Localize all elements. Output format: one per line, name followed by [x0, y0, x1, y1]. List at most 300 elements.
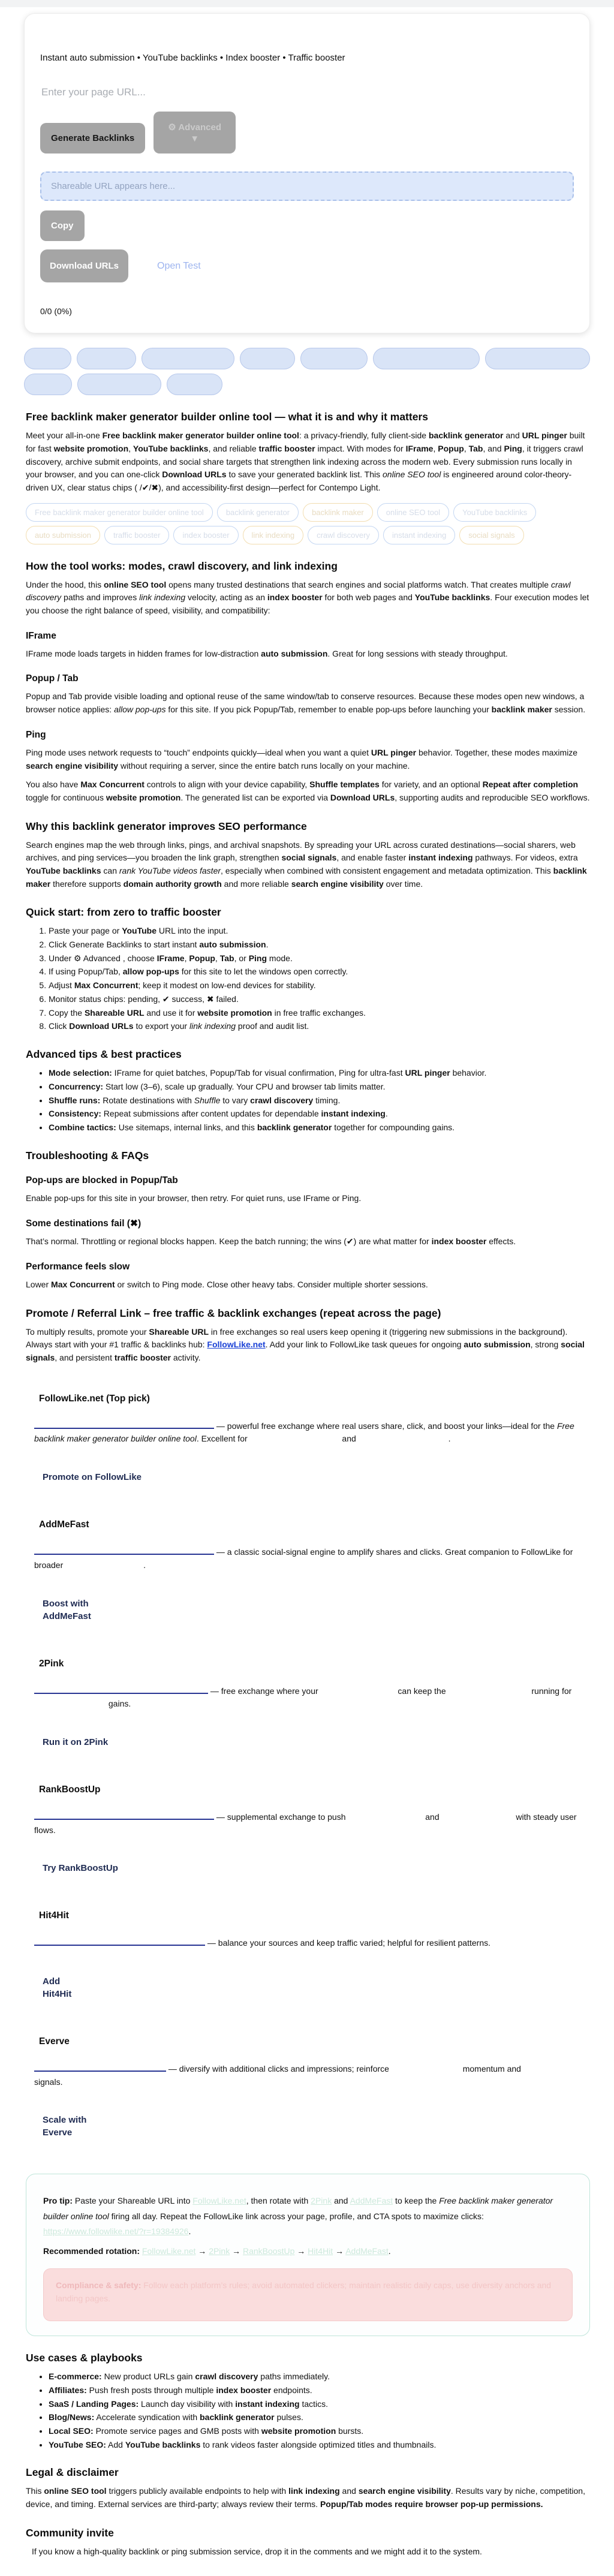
text-run: Shuffle templates	[309, 780, 380, 790]
text-run: signals.	[34, 2077, 63, 2087]
max-concurrent-paragraph	[26, 778, 590, 804]
text-run: Tab	[219, 953, 234, 963]
intro-paragraph	[26, 429, 590, 494]
text-run: and	[339, 1434, 359, 1444]
2pink-ghost-link-2[interactable]	[449, 1688, 529, 1694]
text-run: backlink generator	[428, 431, 504, 441]
text-run: and use it for	[144, 1007, 198, 1018]
heading-followlike: FollowLike.net (Top pick)	[39, 1393, 150, 1404]
text-run: . Four execution modes let you choose the right balance of speed, visibility, and compatibility:	[26, 592, 589, 616]
followlike-ghost-link-2[interactable]	[359, 1436, 449, 1442]
list-item	[49, 925, 590, 937]
text-run: Shuffle	[194, 1095, 221, 1105]
hero-tagline: Instant auto submission • YouTube backlinks • Index booster • Traffic booster	[40, 53, 345, 63]
2pink-blank-link[interactable]	[34, 1686, 208, 1694]
text-run: URL into the input.	[156, 926, 228, 936]
rotation-rankboostup-link[interactable]: RankBoostUp	[243, 2246, 295, 2256]
list-item	[49, 2439, 590, 2451]
everve-paragraph	[34, 2063, 590, 2089]
list-item	[49, 2398, 590, 2411]
heading-community: Community invite	[26, 2526, 114, 2539]
text-run: pulses.	[274, 2412, 303, 2422]
followlike-net-link[interactable]: FollowLike.net	[207, 1340, 266, 1350]
text-run: — supplemental exchange to push	[214, 1811, 348, 1822]
rankboostup-ghost-link-1[interactable]	[348, 1814, 423, 1820]
text-run: URL pinger	[371, 747, 417, 757]
text-run: Download URLs	[330, 792, 395, 802]
progress-counter: 0/0 (0%)	[40, 306, 72, 317]
text-run: with steady user flows.	[34, 1811, 577, 1835]
text-run: Ping	[504, 443, 522, 453]
heading-how-it-works: How the tool works: modes, crawl discovery, and link indexing	[26, 559, 338, 572]
download-urls-button[interactable]: Download URLs	[40, 249, 128, 282]
scale-everve-button[interactable]: Scale with Everve	[43, 2115, 87, 2138]
text-run: website promotion	[197, 1007, 272, 1018]
text-run: Accelerate syndication with	[94, 2412, 200, 2422]
chevron-down-icon: ▼	[190, 133, 200, 144]
text-run: in free exchanges so real users keep opening it (triggering new submissions in the background). Always start with your #1 traffic & backlinks hub:	[26, 1326, 568, 1350]
text-run: That’s normal. Throttling or regional blocks happen. Keep the batch running; the wins (✔) are what matter for	[26, 1236, 432, 1247]
pro-tip-line	[43, 2193, 573, 2239]
text-run: to keep the	[393, 2196, 440, 2206]
text-run: You also have	[26, 780, 81, 790]
text-run: — free exchange where your	[208, 1686, 321, 1696]
mode-pills	[24, 348, 590, 395]
followlike-blank-link[interactable]	[34, 1421, 214, 1429]
text-run: index booster	[216, 2385, 272, 2395]
text-run: . Great for long sessions with steady throughput.	[327, 648, 508, 658]
text-run: firing all day. Repeat the FollowLike link across your page, profile, and CTA spots to maximize clicks:	[109, 2211, 484, 2221]
text-run: — diversify with additional clicks and impressions; reinforce	[166, 2063, 392, 2074]
why-improves-paragraph	[26, 839, 590, 891]
rotation-followlike-link[interactable]: FollowLike.net	[142, 2246, 196, 2256]
rotation-2pink-link[interactable]: 2Pink	[209, 2246, 230, 2256]
text-run: and more reliable	[221, 878, 291, 889]
text-run: link indexing	[189, 1021, 236, 1031]
text-run: for variety, and an optional	[379, 780, 483, 790]
keyword-chip: instant indexing	[383, 526, 455, 544]
text-run: index booster	[267, 592, 323, 603]
heading-addmefast: AddMeFast	[39, 1519, 89, 1530]
text-run: →	[230, 2246, 243, 2256]
text-run: effects.	[486, 1236, 516, 1247]
text-run: online SEO tool	[44, 2486, 107, 2496]
text-run: →	[294, 2246, 308, 2256]
article	[26, 411, 590, 2558]
mode-pill[interactable]	[77, 374, 161, 395]
text-run: If you know a high-quality backlink or ping submission service, drop it in the comments and we might add it to the system.	[32, 2546, 482, 2556]
text-run: IFrame	[405, 443, 434, 453]
text-run: session.	[552, 705, 586, 715]
open-test-link[interactable]: Open Test	[157, 260, 201, 271]
text-run: social signals	[26, 1340, 585, 1363]
text-run: therefore supports	[50, 878, 124, 889]
text-run: to save your generated backlink list. This	[226, 470, 383, 480]
text-run: Combine tactics:	[49, 1122, 116, 1132]
everve-ghost-link-2[interactable]	[523, 2066, 571, 2072]
text-run: Adjust	[49, 980, 74, 991]
protip-2pink-link[interactable]: 2Pink	[311, 2196, 332, 2206]
text-run: , and persistent	[55, 1353, 115, 1363]
list-item	[49, 2411, 590, 2424]
advanced-label: Advanced	[178, 122, 222, 133]
text-run: Free backlink maker generator builder online tool	[43, 2196, 553, 2221]
text-run: is engineered around color-theory-driven UX, clear status chips ( /✔/✖), and accessibility-first design—perfect for Contempo Light.	[26, 470, 572, 492]
mode-pill[interactable]	[373, 348, 480, 369]
list-item	[49, 1067, 590, 1079]
text-run: Paste your page or	[49, 926, 122, 936]
advanced-button-label	[168, 122, 221, 133]
text-run: website promotion	[53, 443, 129, 453]
mode-pill[interactable]	[167, 374, 222, 395]
text-run: built for fast	[26, 431, 585, 453]
hit4hit-blank-link[interactable]	[34, 1937, 205, 1946]
generate-backlinks-button[interactable]: Generate Backlinks	[40, 123, 145, 154]
text-run: URL pinger	[522, 431, 567, 441]
heading-troubleshooting: Troubleshooting & FAQs	[26, 1149, 149, 1161]
text-run: backlink generator	[257, 1122, 332, 1132]
text-run: →	[195, 2246, 209, 2256]
text-run: ; keep it modest on low-end devices for stability.	[138, 980, 316, 991]
heading-performance-slow: Performance feels slow	[26, 1262, 130, 1272]
text-run: YouTube backlinks	[414, 592, 490, 603]
text-run: , especially when combined with consistent engagement and metadata optimization. This	[221, 865, 553, 875]
top-band	[0, 0, 614, 7]
heading-popups-blocked: Pop-ups are blocked in Popup/Tab	[26, 1175, 178, 1185]
text-run: endpoints.	[271, 2385, 312, 2395]
heading-quick-start: Quick start: from zero to traffic booster	[26, 906, 221, 919]
text-run: controls to align with your device capability,	[144, 780, 310, 790]
keyword-chip: social signals	[459, 526, 523, 544]
list-item	[49, 1081, 590, 1093]
run-2pink-button[interactable]: Run it on 2Pink	[43, 1737, 109, 1747]
iframe-paragraph	[26, 648, 590, 661]
text-run: Copy the	[49, 1007, 85, 1018]
community-paragraph	[32, 2545, 590, 2559]
rotation-addmefast-link[interactable]: AddMeFast	[345, 2246, 389, 2256]
2pink-ghost-link-3[interactable]	[34, 1701, 106, 1707]
popups-blocked-paragraph	[26, 1192, 590, 1205]
keyword-chip: traffic booster	[104, 526, 170, 544]
text-run: crawl discovery	[195, 2372, 258, 2382]
text-run: Popup and Tab provide visible loading and optional reuse of the same window/tab to conserve resources. Because these modes open new windows, a browser notice applies:	[26, 691, 585, 715]
text-run: Compliance & safety:	[56, 2280, 142, 2291]
list-item	[49, 979, 590, 992]
text-run: opens many trusted destinations that search engines and social platforms watch. That creates multiple	[166, 579, 551, 589]
text-run: search engine visibility	[291, 878, 384, 889]
text-run: New product URLs gain	[101, 2372, 195, 2382]
hit4hit-paragraph	[34, 1937, 590, 1950]
text-run: Enable pop-ups for this site in your browser, then retry. For quiet runs, use IFrame or Ping.	[26, 1193, 362, 1203]
text-run: auto submission	[199, 940, 266, 950]
mode-pill[interactable]	[485, 348, 590, 369]
text-run: . Results vary by niche, competition, device, and timing. External services are third-party; always review their terms.	[26, 2486, 585, 2509]
text-run: rank YouTube videos faster	[119, 865, 221, 875]
everve-ghost-link-1[interactable]	[392, 2066, 460, 2072]
text-run: velocity, acting as an	[185, 592, 267, 603]
list-item	[49, 938, 590, 951]
text-run: crawl discovery	[250, 1095, 314, 1105]
text-run: Search engines map the web through links, pings, and archival snapshots. By spreading your URL across curated destinations—social sharers, web archives, and ping services—you broaden the link graph, strengthen	[26, 839, 576, 863]
text-run: Local SEO:	[49, 2425, 94, 2436]
heading-popup-tab: Popup / Tab	[26, 673, 79, 684]
mode-pill[interactable]	[240, 348, 295, 369]
text-run: Click	[49, 1021, 70, 1031]
copy-row	[40, 210, 574, 241]
performance-slow-paragraph	[26, 1278, 590, 1292]
text-run: pathways. For videos, extra	[472, 853, 578, 863]
text-run: Blog/News:	[49, 2412, 95, 2422]
list-item	[49, 993, 590, 1006]
heading-destinations-fail: Some destinations fail (✖)	[26, 1218, 142, 1229]
text-run: E-commerce:	[49, 2372, 102, 2382]
rankboostup-paragraph	[34, 1811, 590, 1837]
advanced-button[interactable]	[154, 112, 236, 154]
text-run: Affiliates:	[49, 2385, 87, 2395]
text-run: link indexing	[288, 2486, 340, 2496]
text-run: , strong	[530, 1340, 561, 1350]
try-rankboostup-button[interactable]: Try RankBoostUp	[43, 1863, 118, 1874]
rotation-hit4hit-link[interactable]: Hit4Hit	[308, 2246, 333, 2256]
text-run: Promote service pages and GMB posts with	[93, 2425, 261, 2436]
ping-paragraph	[26, 747, 590, 772]
rankboostup-ghost-link-2[interactable]	[442, 1814, 514, 1820]
text-run: YouTube backlinks	[125, 2439, 201, 2449]
text-run: If using Popup/Tab,	[49, 967, 123, 977]
keyword-chip: auto submission	[26, 526, 100, 544]
text-run: proof and audit list.	[236, 1021, 309, 1031]
text-run: Under the hood, this	[26, 579, 104, 589]
how-it-works-paragraph	[26, 579, 590, 618]
popup-tab-paragraph	[26, 690, 590, 716]
protip-addmefast-link[interactable]: AddMeFast	[350, 2196, 393, 2206]
text-run: Popup/Tab modes require browser pop-up permissions.	[320, 2499, 543, 2509]
list-item	[49, 952, 590, 965]
text-run: instant indexing	[235, 2399, 300, 2409]
heading-everve: Everve	[39, 2036, 70, 2047]
list-item	[49, 1094, 590, 1107]
text-run: Shareable URL	[84, 1007, 145, 1018]
text-run: IFrame mode loads targets in hidden frames for low-distraction	[26, 648, 261, 658]
addmefast-ghost-link[interactable]	[65, 1562, 143, 1568]
text-run: paths immediately.	[258, 2372, 330, 2382]
text-run: search engine visibility	[358, 2486, 451, 2496]
text-run: .	[385, 1109, 388, 1119]
promote-paragraph	[26, 1326, 590, 1365]
text-run: in free traffic exchanges.	[272, 1007, 366, 1018]
text-run: momentum and	[460, 2063, 523, 2074]
text-run: .	[388, 2246, 391, 2256]
text-run: Shareable URL	[149, 1326, 209, 1337]
2pink-paragraph	[34, 1685, 590, 1711]
list-item	[49, 1007, 590, 1019]
text-run: without requiring a server, since the entire batch runs locally on your machine.	[118, 760, 410, 771]
text-run: Follow each platform’s rules; avoid automated clickers; maintain realistic daily caps, use diversity anchors and landing pages.	[56, 2280, 552, 2304]
compliance-note	[43, 2268, 573, 2321]
text-run: Download URLs	[69, 1021, 134, 1031]
addmefast-paragraph	[34, 1546, 590, 1572]
keyword-chip: online SEO tool	[377, 503, 449, 522]
text-run: , supporting audits and reproducible SEO workflows.	[395, 792, 590, 802]
pro-tip-box	[26, 2174, 590, 2336]
text-run: crawl discovery	[26, 579, 571, 603]
text-run: SaaS / Landing Pages:	[49, 2399, 139, 2409]
text-run: To multiply results, promote your	[26, 1326, 149, 1337]
text-run: , and	[483, 443, 504, 453]
text-run: Popup	[438, 443, 464, 453]
heading-what-it-is: Free backlink maker generator builder online tool — what it is and why it matters	[26, 411, 428, 423]
text-run: Launch day visibility with	[139, 2399, 236, 2409]
text-run: Ping	[248, 953, 267, 963]
text-run: tactics.	[299, 2399, 329, 2409]
copy-button[interactable]: Copy	[40, 210, 85, 241]
text-run: , then rotate with	[246, 2196, 311, 2206]
text-run: to rank videos faster alongside optimized titles and thumbnails.	[200, 2439, 437, 2449]
list-item	[49, 1121, 590, 1134]
mode-pill[interactable]	[300, 348, 368, 369]
text-run: can keep the	[395, 1686, 449, 1696]
pro-tip-line	[43, 2244, 573, 2259]
text-run: , and reliable	[208, 443, 259, 453]
text-run: timing.	[313, 1095, 341, 1105]
text-run: Free backlink maker generator builder online tool	[34, 1421, 574, 1444]
mode-pill[interactable]	[24, 374, 72, 395]
text-run: .	[188, 2226, 191, 2236]
text-run: Download URLs	[162, 470, 227, 480]
text-run: Meet your all-in-one	[26, 431, 103, 441]
rankboostup-blank-link[interactable]	[34, 1811, 214, 1820]
heading-2pink: 2Pink	[39, 1658, 64, 1669]
text-run: YouTube backlinks	[133, 443, 209, 453]
protip-followlike-link[interactable]: FollowLike.net	[192, 2196, 246, 2206]
text-run: index booster	[431, 1236, 487, 1247]
keyword-chip: index booster	[173, 526, 238, 544]
text-run: paths and improves	[61, 592, 140, 603]
text-run: IFrame for quiet batches, Popup/Tab for visual confirmation, Ping for ultra-fast	[112, 1068, 405, 1078]
text-run: Use sitemaps, internal links, and this	[116, 1122, 257, 1132]
keyword-chip: backlink generator	[217, 503, 299, 522]
text-run: behavior. Together, these modes maximize	[416, 747, 578, 757]
text-run: ,	[128, 443, 133, 453]
list-item	[49, 1020, 590, 1033]
2pink-ghost-link-1[interactable]	[321, 1688, 396, 1694]
text-run: link indexing	[139, 592, 186, 603]
text-run: YouTube	[122, 926, 156, 936]
text-run: toggle for continuous	[26, 792, 106, 802]
text-run: URL pinger	[405, 1068, 450, 1078]
text-run: auto submission	[261, 648, 328, 658]
text-run: for this site to let the windows open correctly.	[179, 967, 348, 977]
text-run: for both web pages and	[322, 592, 415, 603]
text-run: bursts.	[336, 2425, 364, 2436]
advanced-tips-list	[26, 1067, 590, 1134]
followlike-ghost-link-1[interactable]	[250, 1436, 340, 1442]
text-run: backlink maker	[26, 865, 587, 889]
list-item	[49, 965, 590, 978]
text-run: instant indexing	[321, 1109, 386, 1119]
list-item	[49, 2384, 590, 2397]
text-run: and	[339, 2486, 359, 2496]
text-run: . Excellent for	[196, 1434, 250, 1444]
text-run: — powerful free exchange where real users share, click, and boost your links—ideal for the	[214, 1421, 557, 1431]
text-run: Consistency:	[49, 1109, 101, 1119]
text-run: online SEO tool	[103, 579, 167, 589]
heading-why-improves-seo: Why this backlink generator improves SEO performance	[26, 820, 307, 832]
text-run: Max Concurrent	[80, 780, 145, 790]
legal-paragraph	[26, 2485, 590, 2511]
text-run: triggers publicly available endpoints to help with	[106, 2486, 289, 2496]
keyword-chip: crawl discovery	[308, 526, 379, 544]
mode-pill[interactable]	[77, 348, 136, 369]
text-run: . Add your link to FollowLike task queues for ongoing	[265, 1340, 464, 1350]
text-run: Repeat after completion	[482, 780, 579, 790]
text-run: search engine visibility	[26, 760, 119, 771]
text-run: to vary	[220, 1095, 251, 1105]
text-run: online SEO tool	[383, 470, 441, 480]
text-run: Recommended rotation:	[43, 2246, 140, 2256]
text-run: allow pop-ups	[114, 705, 166, 715]
text-run: behavior.	[450, 1068, 487, 1078]
text-run: and	[423, 1811, 442, 1822]
heading-promote-referral: Promote / Referral Link – free traffic & backlink exchanges (repeat across the page)	[26, 1307, 441, 1319]
mode-pill[interactable]	[24, 348, 71, 369]
text-run: domain authority growth	[123, 878, 222, 889]
mode-pill[interactable]	[142, 348, 234, 369]
text-run: Free backlink maker generator builder online tool	[102, 431, 299, 441]
text-run: Concurrency:	[49, 1081, 104, 1091]
text-run: gains.	[106, 1699, 131, 1709]
text-run: . The generated list can be exported via	[180, 792, 330, 802]
text-run: Tab	[468, 443, 483, 453]
mode-pill-row	[24, 348, 590, 369]
add-hit4hit-button[interactable]: Add Hit4Hit	[43, 1976, 72, 1999]
text-run: , it triggers crawl discovery, archive submit endpoints, and social share targets that strengthen link indexing across the modern web. Every submission runs locally in your browser, and you can one-click	[26, 443, 583, 480]
text-run: , and enable faster	[336, 853, 409, 863]
text-run: auto submission	[463, 1340, 531, 1350]
text-run: Click Generate Backlinks to start instant	[49, 940, 200, 950]
text-run: Ping mode uses network requests to “touch” endpoints quickly—ideal when you want a quiet	[26, 747, 371, 757]
addmefast-blank-link[interactable]	[34, 1546, 214, 1555]
heading-legal: Legal & disclaimer	[26, 2466, 119, 2479]
text-run: This	[26, 2486, 44, 2496]
keyword-chips	[26, 503, 590, 544]
text-run: website promotion	[261, 2425, 336, 2436]
everve-blank-link[interactable]	[34, 2063, 166, 2072]
text-run: Push fresh posts through multiple	[86, 2385, 216, 2395]
text-run: backlink generator	[200, 2412, 275, 2422]
text-run: for this site. If you pick Popup/Tab, remember to enable pop-ups before launching your	[165, 705, 492, 715]
quick-start-list	[26, 925, 590, 1033]
text-run: .	[143, 1560, 146, 1570]
download-row	[40, 249, 574, 282]
list-item	[49, 2425, 590, 2437]
text-run: traffic booster	[258, 443, 315, 453]
text-run: Monitor status chips: pending, ✔ success, ✖ failed.	[49, 994, 239, 1004]
shareable-url-input[interactable]	[40, 171, 574, 201]
use-cases-list	[26, 2370, 590, 2451]
text-run: .	[266, 940, 269, 950]
text-run: and	[503, 431, 522, 441]
keyword-chip: YouTube backlinks	[453, 503, 536, 522]
text-run: website promotion	[106, 792, 181, 802]
boost-addmefast-button[interactable]: Boost with AddMeFast	[43, 1598, 91, 1621]
promote-followlike-button[interactable]: Promote on FollowLike	[43, 1472, 142, 1483]
text-run: mode.	[267, 953, 293, 963]
url-input[interactable]	[40, 83, 565, 102]
protip-referral-url[interactable]: https://www.followlike.net/?r=19384926	[43, 2226, 189, 2236]
text-run: traffic booster	[114, 1353, 171, 1363]
heading-ping: Ping	[26, 729, 46, 740]
